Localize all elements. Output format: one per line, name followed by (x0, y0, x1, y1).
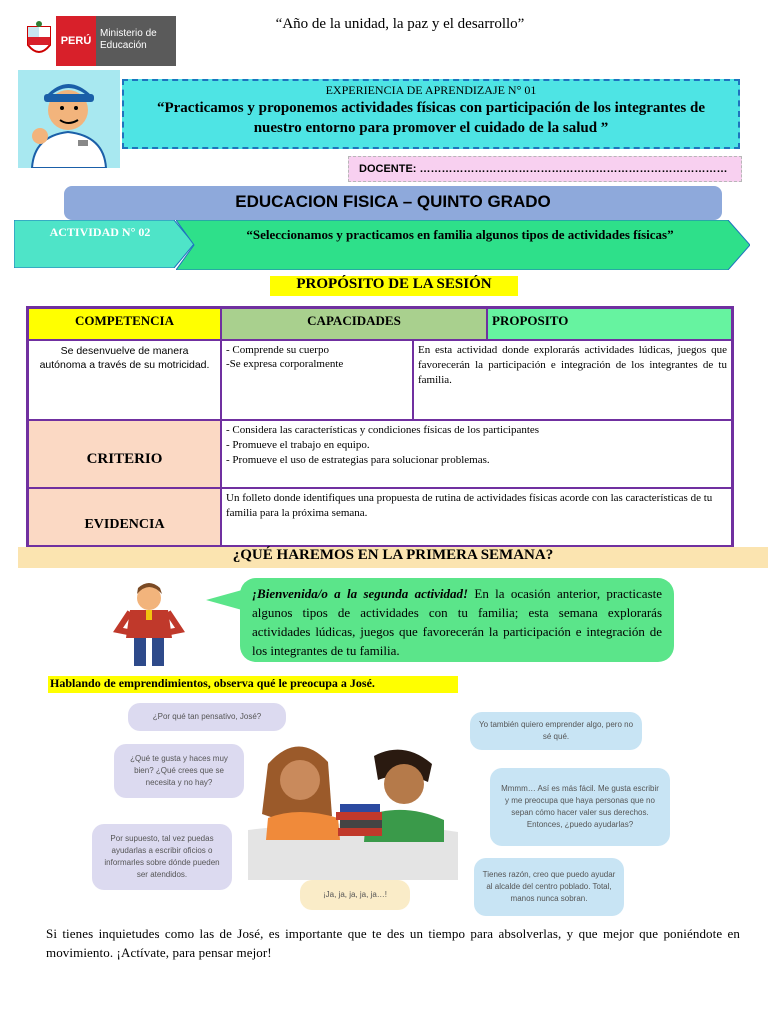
welcome-bold: ¡Bienvenida/o a la segunda actividad! (252, 586, 469, 601)
kids-studying-illustration (248, 720, 458, 880)
competencia-cell: Se desenvuelve de manera autónoma a través de su motricidad. (28, 340, 221, 420)
header-capacidades: CAPACIDADES (221, 308, 487, 340)
header-competencia: COMPETENCIA (28, 308, 221, 340)
experience-subtitle: “Practicamos y proponemos actividades físicas con participación de los integrantes de nuestro entorno para promover el cuidado de la salud ” (156, 100, 706, 136)
semana-title: ¿QUÉ HAREMOS EN LA PRIMERA SEMANA? (18, 547, 768, 568)
teacher-whistle-illustration (18, 70, 120, 168)
speech-laugh: ¡Ja, ja, ja, ja, ja…! (300, 880, 410, 910)
minedu-logo (24, 14, 176, 68)
criterio-item: - Promueve el trabajo en equipo. (226, 439, 370, 451)
criterio-item: - Promueve el uso de estrategias para solucionar problemas. (226, 454, 490, 466)
capacidad-item: - Comprende su cuerpo (226, 344, 329, 356)
speech-q3: Por supuesto, tal vez puedas ayudarlas a escribir oficios o informarles sobre dónde pueden ser atendidos. (92, 824, 232, 890)
proposito-cell: En esta actividad donde explorarás actividades lúdicas, juegos que favorecerán la participación e integración de los integrantes de tu familia. (413, 340, 732, 420)
speech-a3: Tienes razón, creo que puedo ayudar al alcalde del centro poblado. Total, manos nunca sobran. (474, 858, 624, 916)
logo-country: PERÚ (56, 16, 96, 66)
motto: “Año de la unidad, la paz y el desarrollo” (275, 16, 525, 32)
docente-field: DOCENTE: ………………………………………………………………………… (348, 156, 742, 182)
experience-box (122, 79, 740, 149)
header-proposito: PROPOSITO (487, 308, 732, 340)
experience-title: EXPERIENCIA DE APRENDIZAJE N° 01 (325, 83, 537, 97)
evidencia-cell: Un folleto donde identifiques una propuesta de rutina de actividades físicas acorde con las características de tu familia para la próxima semana. (221, 488, 732, 546)
welcome-text: En la ocasión anterior, practicaste algunos tipos de actividades con tu familia; esta semana explorarás actividades lúdicas, juegos que favorecerán la participación e integración de los integrantes de tu familia. (252, 586, 663, 658)
grade-title: EDUCACION FISICA – QUINTO GRADO (64, 186, 722, 220)
welcome-bubble (240, 578, 674, 662)
speech-q1: ¿Por qué tan pensativo, José? (128, 703, 286, 731)
criterio-cell (221, 420, 732, 488)
capacidad-item: -Se expresa corporalmente (226, 358, 344, 370)
criterio-item: - Considera las características y condiciones físicas de los participantes (226, 424, 540, 436)
proposito-title: PROPÓSITO DE LA SESIÓN (270, 276, 518, 296)
speech-a1: Yo también quiero emprender algo, pero no sé qué. (470, 712, 642, 750)
activity-label: ACTIVIDAD N° 02 (49, 225, 151, 239)
bubble-tail (206, 590, 242, 610)
speech-q2: ¿Qué te gusta y haces muy bien? ¿Qué crees que se necesita y no hay? (114, 744, 244, 798)
speech-a2: Mmmm… Así es más fácil. Me gusta escribir y me preocupa que haya personas que no sepan cómo hacer valer sus derechos. Entonces, ¿puedo ayudarlas? (490, 768, 670, 846)
closing-text: Si tienes inquietudes como las de José, es importante que te des un tiempo para absolverlas, y que mejor que poniéndote en movimiento. ¡Actívate, para pensar mejor! (46, 926, 740, 960)
competencias-table (26, 306, 734, 548)
activity-text: “Seleccionamos y practicamos en familia algunos tipos de actividades físicas” (246, 227, 674, 242)
evidencia-label: EVIDENCIA (28, 488, 221, 546)
logo-ministry: Ministerio de Educación (96, 16, 176, 66)
emprend-title: Hablando de emprendimientos, observa qué le preocupa a José. (48, 676, 458, 693)
capacidades-cell (221, 340, 413, 420)
criterio-label: CRITERIO (28, 420, 221, 488)
peru-shield-icon (24, 19, 54, 63)
boy-illustration (112, 580, 188, 670)
